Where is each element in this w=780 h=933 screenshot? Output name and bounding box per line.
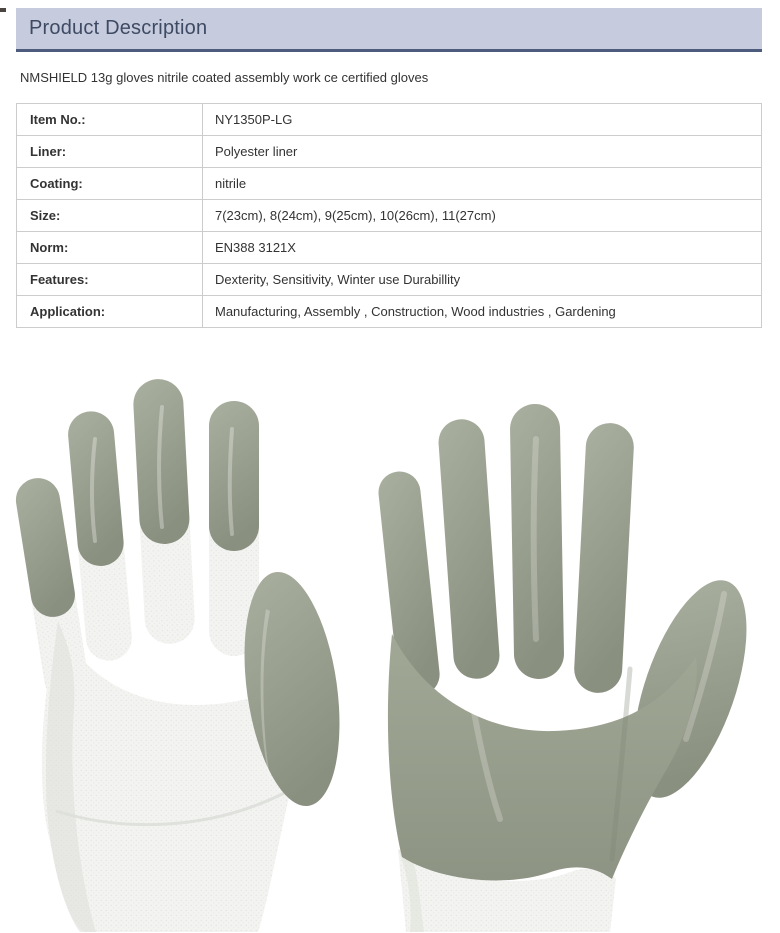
left-glove-pinky-coating (13, 475, 78, 620)
left-glove (13, 378, 353, 932)
spec-table (16, 103, 762, 328)
spec-value: 7(23cm), 8(24cm), 9(25cm), 10(26cm), 11(27cm) (203, 200, 762, 232)
gloves-photo (0, 359, 780, 932)
right-glove-ring (437, 418, 501, 681)
spec-label: Application: (17, 296, 203, 328)
spec-label: Coating: (17, 168, 203, 200)
spec-label: Liner: (17, 136, 203, 168)
table-row (17, 136, 762, 168)
spec-label: Item No.: (17, 104, 203, 136)
left-glove-ring-coating (66, 409, 125, 567)
table-row (17, 104, 762, 136)
product-image (0, 359, 780, 932)
spec-label: Norm: (17, 232, 203, 264)
spec-value: EN388 3121X (203, 232, 762, 264)
left-glove-index-coating (209, 401, 259, 551)
page-content (16, 8, 762, 328)
section-header (16, 8, 762, 52)
page-title: Product Description (29, 17, 208, 39)
table-row (17, 296, 762, 328)
table-row (17, 168, 762, 200)
spec-value: Polyester liner (203, 136, 762, 168)
right-glove-index (573, 422, 635, 694)
spec-label: Features: (17, 264, 203, 296)
table-row (17, 264, 762, 296)
table-row (17, 232, 762, 264)
table-row (17, 200, 762, 232)
screenshot-artifact (0, 8, 6, 12)
spec-value: Dexterity, Sensitivity, Winter use Durabillity (203, 264, 762, 296)
spec-label: Size: (17, 200, 203, 232)
spec-value: Manufacturing, Assembly , Construction, Wood industries , Gardening (203, 296, 762, 328)
spec-value: NY1350P-LG (203, 104, 762, 136)
spec-table-body (17, 104, 762, 328)
right-glove (376, 404, 769, 932)
spec-value: nitrile (203, 168, 762, 200)
product-summary: NMSHIELD 13g gloves nitrile coated assembly work ce certified gloves (20, 70, 429, 85)
